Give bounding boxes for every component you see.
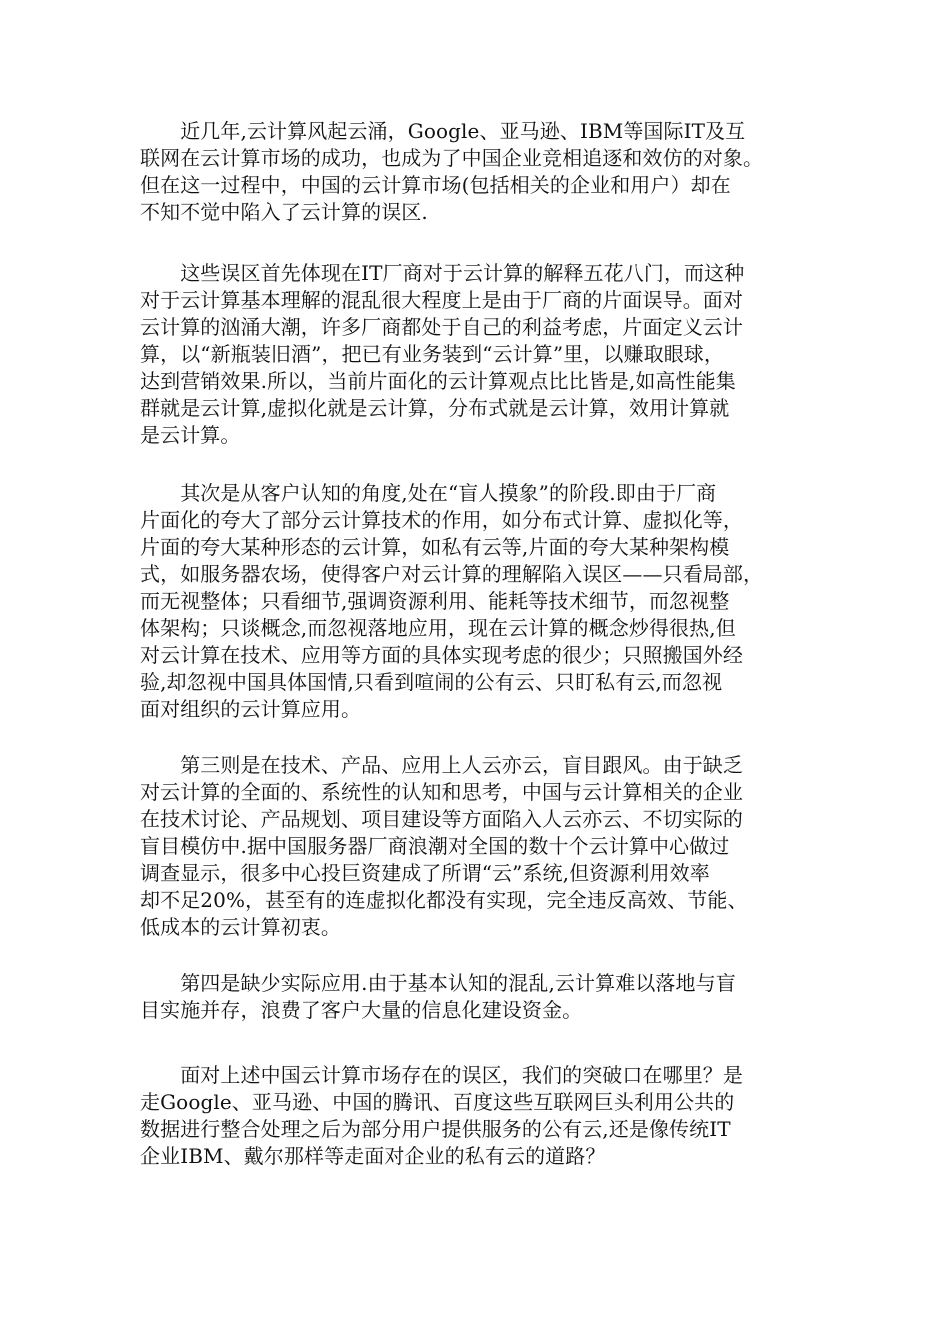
paragraph-intro: 近几年,云计算风起云涌，Google、亚马逊、IBM等国际IT及互 联网在云计算市场的成功，也成为了中国企业竞相追逐和效仿的对象。 但在这一过程中，中国的云计算市场(包括相关的企业和用户）却在 不知不觉中陷入了云计算的误区.: [140, 119, 764, 224]
paragraph-customer-perception: 其次是从客户认知的角度,处在“盲人摸象”的阶段.即由于厂商 片面化的夸大了部分云计算技术的作用，如分布式计算、虚拟化等， 片面的夸大某种形态的云计算，如私有云等,片面的夸大某种架构模 式，如服务器农场，使得客户对云计算的理解陷入误区——只看局部， 而无视整体；只看细节,强调资源利用、能耗等技术细节，而忽视整 体架构；只谈概念,而忽视落地应用，现在云计算的概念炒得很热,但 对云计算在技术、应用等方面的具体实现考虑的很少；只照搬国外经 验,却忽视中国具体国情,只看到喧闹的公有云、只盯私有云,而忽视 面对组织的云计算应用。: [140, 481, 764, 721]
paragraph-breakthrough-question: 面对上述中国云计算市场存在的误区，我们的突破口在哪里？是 走Google、亚马逊、中国的腾讯、百度这些互联网巨头利用公共的 数据进行整合处理之后为部分用户提供服务的公有云,还是像传统IT 企业IBM、戴尔那样等走面对企业的私有云的道路？: [140, 1063, 743, 1168]
paragraph-vendor-misconception: 这些误区首先体现在IT厂商对于云计算的解释五花八门，而这种 对于云计算基本理解的混乱很大程度上是由于厂商的片面误导。面对 云计算的汹涌大潮，许多厂商都处于自己的利益考虑，片面定义云计 算，以“新瓶装旧酒”，把已有业务装到“云计算”里，以赚取眼球， 达到营销效果.所以，当前片面化的云计算观点比比皆是,如高性能集 群就是云计算,虚拟化就是云计算，分布式就是云计算，效用计算就 是云计算。: [140, 261, 745, 447]
paragraph-lack-of-application: 第四是缺少实际应用.由于基本认知的混乱,云计算难以落地与盲 目实施并存，浪费了客户大量的信息化建设资金。: [140, 971, 736, 1022]
paragraph-blind-following: 第三则是在技术、产品、应用上人云亦云，盲目跟风。由于缺乏 对云计算的全面的、系统性的认知和思考，中国与云计算相关的企业 在技术讨论、产品规划、项目建设等方面陷入人云亦云、不切实际的 盲目模仿中.据中国服务器厂商浪潮对全国的数十个云计算中心做过 调查显示，很多中心投巨资建成了所谓“云”系统,但资源利用效率 却不足20%，甚至有的连虚拟化都没有实现，完全违反高效、节能、 低成本的云计算初衷。: [140, 753, 748, 939]
